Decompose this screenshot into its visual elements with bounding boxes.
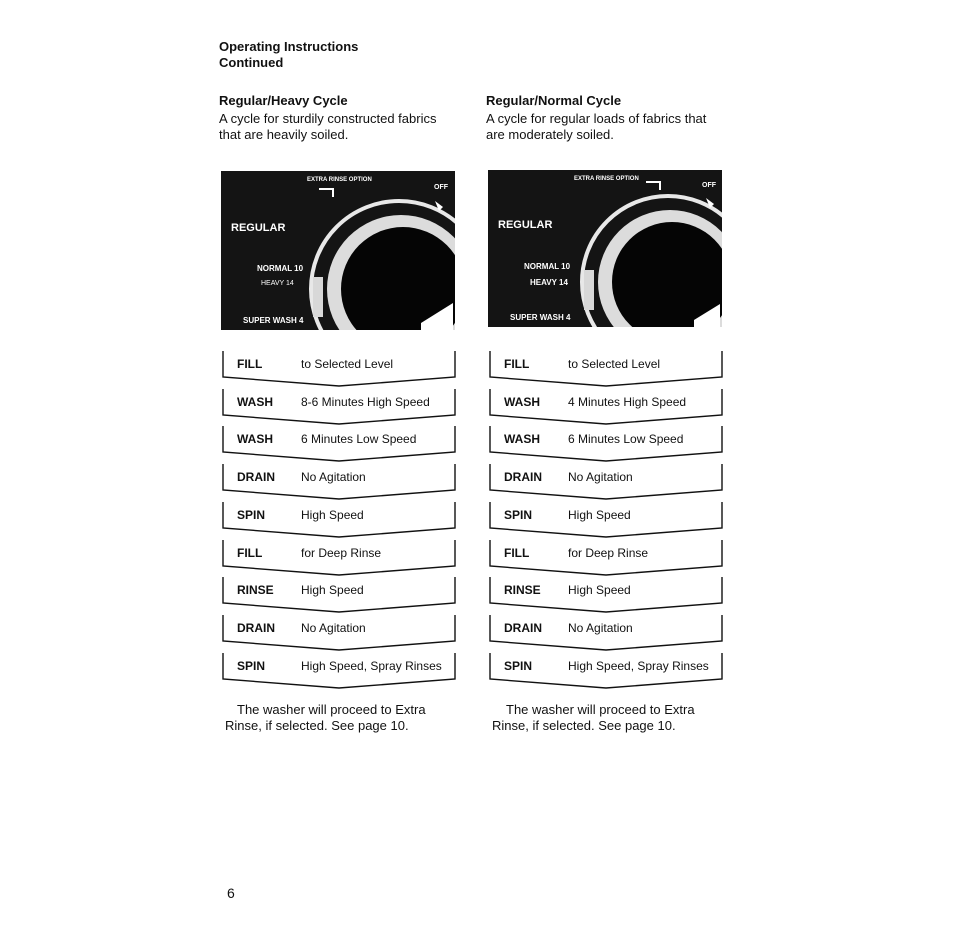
cycle-step xyxy=(221,613,457,653)
step-name: FILL xyxy=(237,545,263,560)
step-name: RINSE xyxy=(504,583,541,598)
normal-setting-label: NORMAL 10 xyxy=(524,262,571,271)
step-name: SPIN xyxy=(504,507,533,522)
step-name: RINSE xyxy=(237,583,274,598)
heavy-setting-label: HEAVY 14 xyxy=(261,280,294,287)
step-name: WASH xyxy=(504,432,540,447)
extra-rinse-option-label: EXTRA RINSE OPTION xyxy=(307,177,372,183)
step-description: 4 Minutes High Speed xyxy=(568,394,687,409)
cycle-step xyxy=(488,387,724,427)
step-description: for Deep Rinse xyxy=(568,545,649,560)
cycle-step xyxy=(488,613,724,653)
step-name: WASH xyxy=(237,394,273,409)
cycle-step xyxy=(488,500,724,540)
step-name: WASH xyxy=(237,432,273,447)
extra-rinse-option-label: EXTRA RINSE OPTION xyxy=(574,176,639,182)
step-description: No Agitation xyxy=(301,470,366,485)
step-description: High Speed xyxy=(568,507,631,522)
super-wash-label: SUPER WASH 4 xyxy=(243,316,304,325)
cycle-step xyxy=(221,651,457,691)
cycle-step xyxy=(221,424,457,464)
normal-cycle-title: Regular/Normal Cycle xyxy=(486,93,622,108)
step-description: 6 Minutes Low Speed xyxy=(568,432,684,447)
header-title: Operating Instructions xyxy=(219,39,359,54)
heavy-cycle-title: Regular/Heavy Cycle xyxy=(219,93,348,108)
heavy-cycle-steps xyxy=(221,349,461,694)
step-name: FILL xyxy=(237,357,263,371)
super-wash-label: SUPER WASH 4 xyxy=(510,313,571,322)
dial-knob-icon xyxy=(221,171,455,330)
cycle-step xyxy=(221,538,457,578)
normal-cycle-dial-photo xyxy=(488,170,722,327)
heavy-setting-label: HEAVY 14 xyxy=(530,278,568,287)
step-description: to Selected Level xyxy=(568,357,661,371)
page-number: 6 xyxy=(227,885,235,901)
step-description: High Speed xyxy=(301,583,364,598)
step-name: DRAIN xyxy=(237,470,275,485)
step-description: to Selected Level xyxy=(301,357,394,371)
step-name: FILL xyxy=(504,545,530,560)
normal-setting-label: NORMAL 10 xyxy=(257,264,304,273)
step-description: High Speed xyxy=(301,507,364,522)
step-name: WASH xyxy=(504,394,540,409)
cycle-step xyxy=(488,349,724,389)
off-label: OFF xyxy=(702,182,716,189)
regular-label: REGULAR xyxy=(498,219,553,231)
cycle-step xyxy=(221,387,457,427)
regular-label: REGULAR xyxy=(231,222,286,234)
step-description: 8-6 Minutes High Speed xyxy=(301,394,430,409)
cycle-step xyxy=(488,651,724,691)
step-description: High Speed, Spray Rinses xyxy=(301,658,442,673)
step-description: High Speed, Spray Rinses xyxy=(568,658,709,673)
cycle-step xyxy=(221,575,457,615)
cycle-step xyxy=(488,575,724,615)
step-description: No Agitation xyxy=(301,620,366,635)
cycle-step xyxy=(221,500,457,540)
heavy-cycle-dial-photo xyxy=(221,171,455,330)
step-description: High Speed xyxy=(568,583,631,598)
cycle-step xyxy=(221,462,457,502)
step-name: DRAIN xyxy=(237,620,275,635)
step-name: FILL xyxy=(504,357,530,371)
off-label: OFF xyxy=(434,184,448,191)
step-name: DRAIN xyxy=(504,470,542,485)
step-name: SPIN xyxy=(237,658,266,673)
section-header xyxy=(219,39,358,71)
step-description: 6 Minutes Low Speed xyxy=(301,432,417,447)
cycle-step xyxy=(221,349,457,389)
step-name: SPIN xyxy=(504,658,533,673)
header-subtitle: Continued xyxy=(219,55,284,70)
normal-cycle-steps xyxy=(488,349,728,694)
cycle-step xyxy=(488,424,724,464)
step-name: SPIN xyxy=(237,507,266,522)
heavy-cycle-note: The washer will proceed to Extra Rinse, if selected. See page 10. xyxy=(225,702,426,733)
step-name: DRAIN xyxy=(504,620,542,635)
dial-knob-icon xyxy=(488,170,722,327)
step-description: for Deep Rinse xyxy=(301,545,382,560)
step-description: No Agitation xyxy=(568,620,633,635)
cycle-step xyxy=(488,462,724,502)
normal-cycle-note: The washer will proceed to Extra Rinse, if selected. See page 10. xyxy=(492,702,695,733)
cycle-step xyxy=(488,538,724,578)
step-description: No Agitation xyxy=(568,470,633,485)
heavy-cycle-description: A cycle for sturdily constructed fabrics that are heavily soiled. xyxy=(219,111,437,142)
normal-cycle-description: A cycle for regular loads of fabrics that are moderately soiled. xyxy=(486,111,707,142)
